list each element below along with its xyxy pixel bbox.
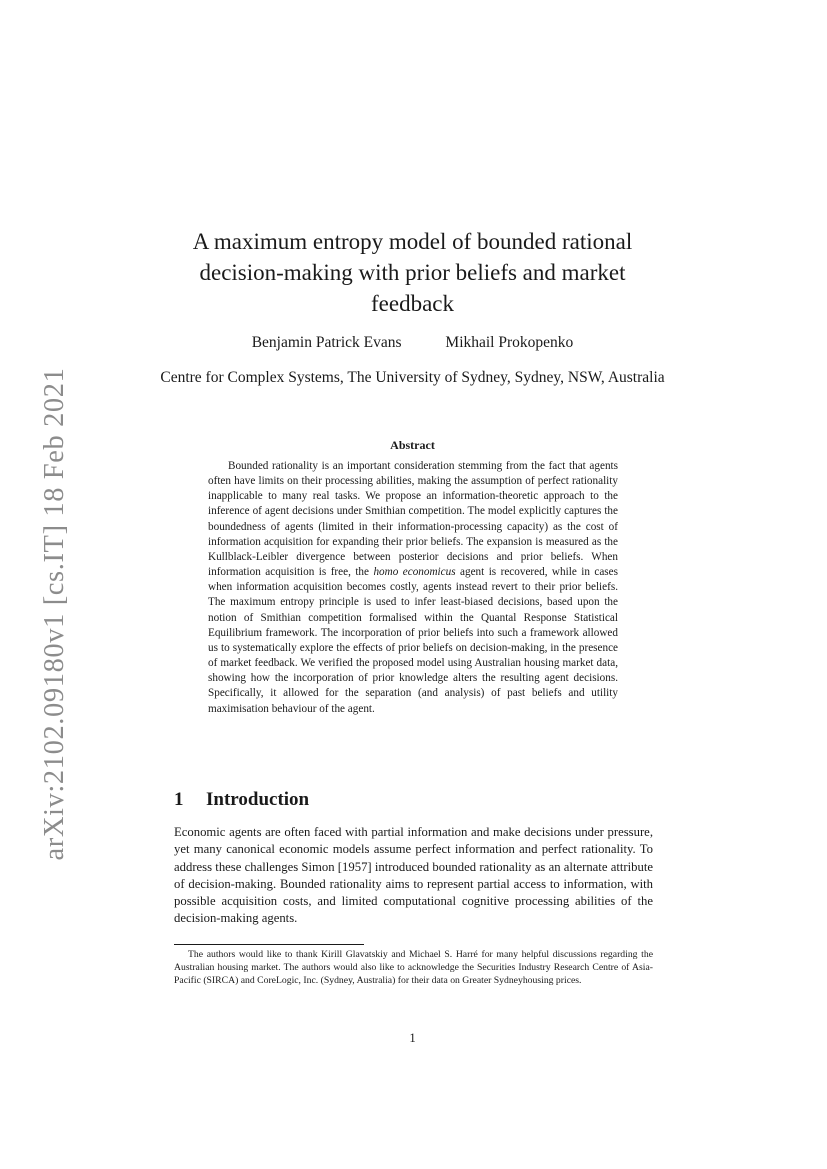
abstract-body — [208, 459, 618, 717]
author-name: Mikhail Prokopenko — [445, 334, 574, 351]
introduction-body — [174, 824, 653, 928]
abstract-paragraph — [208, 459, 618, 717]
abstract-text: Bounded rationality is an important consideration stemming from the fact that agents often have limits on their processing abilities, making the assumption of perfect rationality inapplicable to many real tasks. We propose an information-theoretic approach to the inference of agent decisions under Smithian competition. The model explicitly captures the boundedness of agents (limited in their information-processing capacity) as the cost of information acquisition for expanding their prior beliefs. The expansion is measured as the Kullblack-Leibler divergence between posterior decisions and prior beliefs. When information acquisition is free, the — [208, 460, 618, 579]
abstract-text: agent is recovered, while in cases when information acquisition becomes costly, agents instead revert to their prior beliefs. The maximum entropy principle is used to infer least-biased decisions, based upon the notion of Smithian competition formalised within the Quantal Response Statistical Equilibrium framework. The incorporation of prior beliefs into such a framework allowed us to systematically explore the effects of prior beliefs on decision-making, in the presence of market feedback. We verified the proposed model using Australian housing market data, showing how the incorporation of prior knowledge alters the resulting agent decisions. Specifically, it allowed for the separation (and analysis) of past beliefs and utility maximisation behaviour of the agent. — [208, 566, 618, 715]
paper-title: A maximum entropy model of bounded rational decision-making with prior beliefs and market feedback — [192, 229, 633, 316]
section-title: Introduction — [206, 789, 310, 810]
affiliation: Centre for Complex Systems, The University of Sydney, Sydney, NSW, Australia — [160, 369, 665, 386]
abstract-heading: Abstract — [390, 438, 435, 452]
page-number: 1 — [409, 1031, 416, 1045]
footnote-divider — [174, 944, 364, 945]
author-name: Benjamin Patrick Evans — [251, 334, 402, 351]
section-heading — [174, 789, 654, 811]
introduction-paragraph: Economic agents are often faced with partial information and make decisions under pressure, yet many canonical economic models assume perfect information and perfect rationality. To address these challenges Simon [1957] introduced bounded rationality as an alternate attribute of decision-making. Bounded rationality aims to represent partial access to information, with possible acquisition costs, and limited computational cognitive processing abilities of the decision-making agents. — [174, 825, 653, 926]
abstract-emphasis: homo economicus — [373, 566, 456, 579]
arxiv-identifier-stamp: arXiv:2102.09180v1 [cs.IT] 18 Feb 2021 — [39, 367, 70, 861]
author-list — [160, 333, 665, 353]
footnote — [174, 949, 653, 988]
footnote-text: The authors would like to thank Kirill Glavatskiy and Michael S. Harré for many helpful discussions regarding the Australian housing market. The authors would also like to acknowledge the Securities Industry Research Centre of Asia-Pacific (SIRCA) and CoreLogic, Inc. (Sydney, Australia) for their data on Greater Sydneyhousing prices. — [174, 949, 653, 986]
section-number: 1 — [174, 789, 184, 810]
